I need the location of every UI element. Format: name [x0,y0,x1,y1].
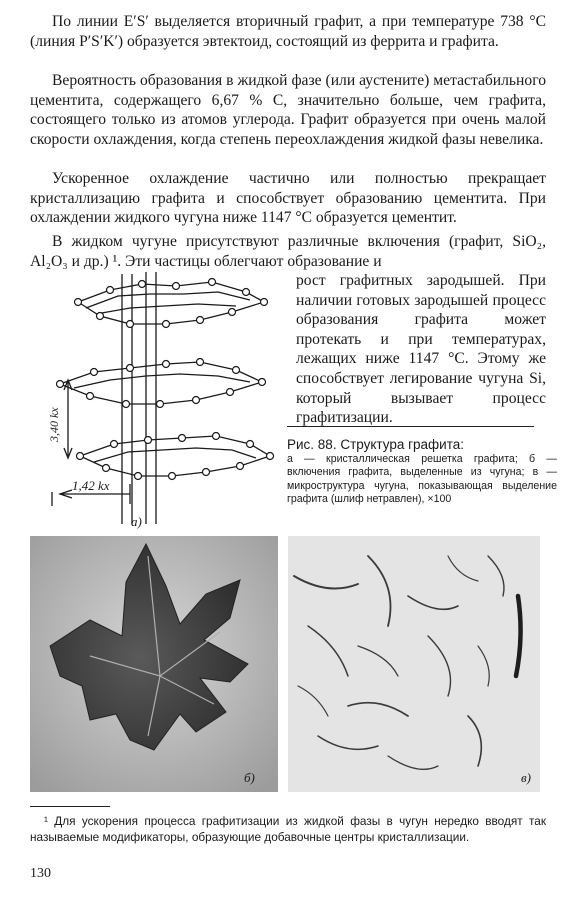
figure-caption-body: а — кристаллическая решетка графита; б — включения графита, выделенные из чугуна; в — микроструктура чугуна, показывающая выделение графита (шлиф нетравлен), ×100 [287,453,557,506]
microstructure-photo [288,536,540,792]
figure-label-v: в) [521,770,531,785]
caption-rule [287,426,534,427]
dimension-horizontal-label: 1,42 kx [72,478,110,493]
footnote-rule [30,806,110,807]
figure-label-b: б) [244,770,255,785]
graphite-inclusion-photo [30,536,278,792]
graphite-lattice-diagram [47,272,280,532]
paragraph-3: Ускоренное охлаждение частично или полностью прекращает кристаллизацию графита и способствует образованию цементита. При охлаждении жидкого чугуна ниже 1147 °C образуется цементит. [30,170,546,227]
paragraph-2: Вероятность образования в жидкой фазе (или аустените) метастабильного цементита, содержащего 6,67 % С, значительно больше, чем графита, состоящего только из атомов углерода. Графит образуется при очень малой скорости охлаждения, когда степень переохлаждения жидкой фазы невелика. [30,72,546,148]
footnote: ¹ Для ускорения процесса графитизации из жидкой фазы в чугун нередко вводят так называемые модификаторы, образующие добавочные центры кристаллизации. [30,814,546,844]
dimension-vertical-label: 3,40 kx [47,407,61,442]
paragraph-4-continued: рост графитных зародышей. При наличии готовых зародышей процесс образования графита может протекать и при температурах, лежащих ниже 1147 °C. Этому же способствует легирование чугуна Si, который вызывает процесс графитизации. [296,272,546,427]
paragraph-4-start: В жидком чугуне присутствуют различные включения (графит, SiO₂, Al₂O₃ и др.) ¹. Эти частицы облегчают образование и [30,233,546,270]
figure-label-a: а) [131,514,142,529]
page-number: 130 [30,866,51,881]
paragraph-1: По линии E′S′ выделяется вторичный графит, а при температуре 738 °C (линия P′S′K′) образуется эвтектоид, состоящий из феррита и графита. [30,13,546,50]
figure-caption-title: Рис. 88. Структура графита: [287,437,464,452]
